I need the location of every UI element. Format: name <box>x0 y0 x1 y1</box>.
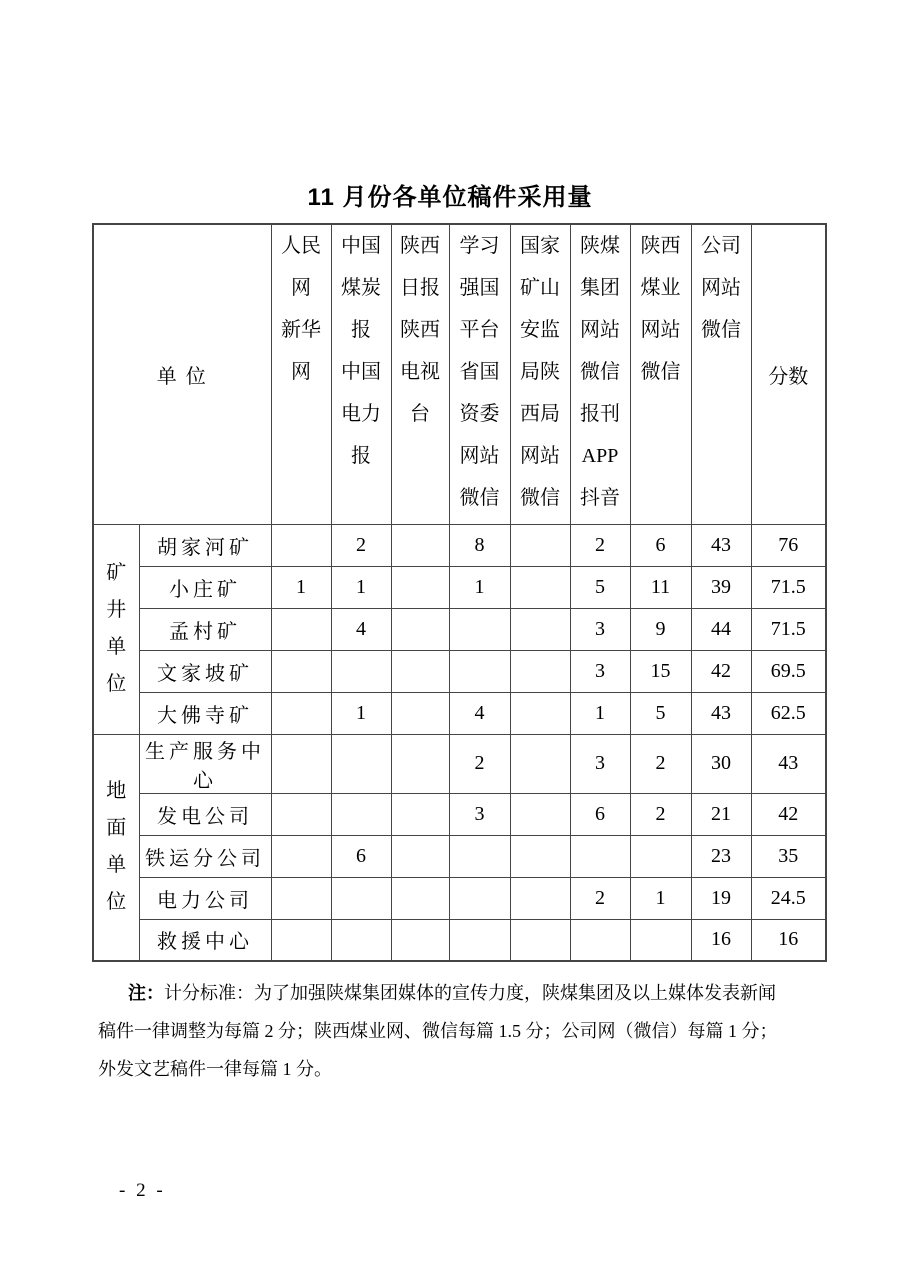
value-cell: 1 <box>630 877 691 919</box>
value-cell <box>271 734 331 793</box>
value-cell <box>510 734 570 793</box>
column-header-media-3 <box>391 224 449 524</box>
unit-name-cell: 发电公司 <box>139 793 271 835</box>
column-header-line: 电视 <box>400 361 440 383</box>
value-cell: 1 <box>271 566 331 608</box>
value-cell <box>570 919 630 961</box>
column-header-line: 微信 <box>640 361 681 383</box>
value-cell: 3 <box>570 608 630 650</box>
value-cell <box>391 793 449 835</box>
column-header-line: 煤炭 <box>341 277 381 299</box>
column-header-line: 网 <box>291 277 311 299</box>
value-cell: 5 <box>630 692 691 734</box>
value-cell <box>271 793 331 835</box>
value-cell: 21 <box>691 793 751 835</box>
value-cell <box>630 835 691 877</box>
value-cell: 6 <box>630 524 691 566</box>
value-cell <box>271 692 331 734</box>
value-cell: 44 <box>691 608 751 650</box>
value-cell <box>391 734 449 793</box>
value-cell: 23 <box>691 835 751 877</box>
column-header-line: 局陕 <box>520 361 560 383</box>
value-cell: 4 <box>331 608 391 650</box>
column-header-line: 西局 <box>520 403 560 425</box>
unit-name-cell: 救援中心 <box>139 919 271 961</box>
value-cell <box>510 608 570 650</box>
value-cell <box>271 524 331 566</box>
value-cell: 5 <box>570 566 630 608</box>
group-label-char: 单 <box>106 636 127 658</box>
column-header-line: 公司 <box>701 235 741 257</box>
column-header-line: 网站 <box>701 277 741 299</box>
table-body <box>93 524 826 961</box>
score-cell: 71.5 <box>751 566 826 608</box>
value-cell <box>391 566 449 608</box>
column-header-line: 平台 <box>459 319 500 341</box>
value-cell: 39 <box>691 566 751 608</box>
score-cell: 35 <box>751 835 826 877</box>
value-cell <box>271 877 331 919</box>
note-label: 注： <box>128 983 164 1003</box>
value-cell: 4 <box>449 692 510 734</box>
note-line-1 <box>98 974 810 1012</box>
value-cell <box>331 650 391 692</box>
page-number: - 2 - <box>119 1180 166 1201</box>
score-column-header: 分数 <box>751 224 826 524</box>
column-header-line: 抖音 <box>580 487 620 509</box>
unit-name-cell: 铁运分公司 <box>139 835 271 877</box>
score-cell: 42 <box>751 793 826 835</box>
value-cell <box>510 650 570 692</box>
value-cell: 3 <box>570 650 630 692</box>
group-label-char: 井 <box>106 599 127 621</box>
value-cell: 6 <box>331 835 391 877</box>
value-cell <box>630 919 691 961</box>
group-label-char: 地 <box>106 780 127 803</box>
column-header-media-7 <box>630 224 691 524</box>
column-header-line: 安监 <box>520 319 560 341</box>
table-header-row <box>93 224 826 524</box>
table-row <box>93 650 826 692</box>
table-row <box>93 734 826 793</box>
column-header-line: 矿山 <box>520 277 560 299</box>
value-cell <box>449 835 510 877</box>
value-cell <box>510 692 570 734</box>
scoring-note <box>98 974 810 1088</box>
value-cell <box>510 566 570 608</box>
unit-name-cell: 胡家河矿 <box>139 524 271 566</box>
submission-count-table <box>92 223 827 962</box>
note-line-3: 外发文艺稿件一律每篇 1 分。 <box>98 1059 332 1079</box>
column-header-line: 网站 <box>640 319 681 341</box>
value-cell: 19 <box>691 877 751 919</box>
group-label-char: 矿 <box>106 562 127 584</box>
group-label-1 <box>93 524 139 734</box>
column-header-line: 人民 <box>281 235 321 257</box>
value-cell: 3 <box>570 734 630 793</box>
column-header-line: 学习 <box>459 235 500 257</box>
column-header-media-2 <box>331 224 391 524</box>
score-cell: 43 <box>751 734 826 793</box>
value-cell: 11 <box>630 566 691 608</box>
value-cell: 30 <box>691 734 751 793</box>
value-cell <box>510 524 570 566</box>
column-header-media-8 <box>691 224 751 524</box>
column-header-line: 报 <box>351 319 371 341</box>
column-header-line: 网站 <box>520 445 560 467</box>
value-cell <box>570 835 630 877</box>
column-header-media-1 <box>271 224 331 524</box>
value-cell: 2 <box>570 524 630 566</box>
unit-name-cell: 生产服务中心 <box>139 734 271 793</box>
value-cell <box>391 650 449 692</box>
column-header-line: 新华 <box>281 319 321 341</box>
note-line-2: 稿件一律调整为每篇 2 分；陕西煤业网、微信每篇 1.5 分；公司网（微信）每篇 1 分； <box>98 1021 778 1041</box>
value-cell <box>449 650 510 692</box>
score-cell: 76 <box>751 524 826 566</box>
column-header-line: 电力 <box>341 403 381 425</box>
score-cell: 24.5 <box>751 877 826 919</box>
value-cell <box>510 835 570 877</box>
column-header-line: 国家 <box>520 235 560 257</box>
value-cell: 9 <box>630 608 691 650</box>
value-cell: 1 <box>449 566 510 608</box>
value-cell: 1 <box>331 566 391 608</box>
value-cell <box>391 877 449 919</box>
value-cell <box>449 919 510 961</box>
value-cell: 2 <box>570 877 630 919</box>
score-cell: 16 <box>751 919 826 961</box>
column-header-line: 微信 <box>580 361 620 383</box>
value-cell <box>510 919 570 961</box>
column-header-line: 陕西 <box>400 235 440 257</box>
unit-name-cell: 文家坡矿 <box>139 650 271 692</box>
column-header-line: 报 <box>351 445 371 467</box>
group-label-char: 面 <box>106 817 127 840</box>
value-cell: 2 <box>449 734 510 793</box>
column-header-line: 日报 <box>400 277 440 299</box>
column-header-line: 中国 <box>341 235 381 257</box>
table-row <box>93 524 826 566</box>
value-cell <box>391 608 449 650</box>
value-cell <box>391 919 449 961</box>
value-cell <box>510 877 570 919</box>
table-row <box>93 877 826 919</box>
column-header-line: 强国 <box>459 277 500 299</box>
column-header-media-5 <box>510 224 570 524</box>
value-cell <box>449 877 510 919</box>
group-label-char: 单 <box>106 854 127 877</box>
unit-name-cell: 电力公司 <box>139 877 271 919</box>
value-cell <box>391 524 449 566</box>
value-cell: 2 <box>630 734 691 793</box>
score-cell: 69.5 <box>751 650 826 692</box>
column-header-line: 微信 <box>701 319 741 341</box>
value-cell: 1 <box>570 692 630 734</box>
value-cell <box>331 877 391 919</box>
column-header-line: 台 <box>410 403 430 425</box>
column-header-line: 中国 <box>341 361 381 383</box>
value-cell <box>391 692 449 734</box>
table-row <box>93 608 826 650</box>
column-header-line: APP <box>581 445 619 467</box>
table-row <box>93 566 826 608</box>
score-cell: 62.5 <box>751 692 826 734</box>
value-cell: 8 <box>449 524 510 566</box>
column-header-line: 集团 <box>580 277 620 299</box>
column-header-media-6 <box>570 224 630 524</box>
column-header-line: 资委 <box>459 403 500 425</box>
value-cell: 6 <box>570 793 630 835</box>
value-cell: 2 <box>630 793 691 835</box>
column-header-line: 微信 <box>520 487 560 509</box>
value-cell: 2 <box>331 524 391 566</box>
group-label-2 <box>93 734 139 961</box>
value-cell <box>271 608 331 650</box>
unit-name-cell: 孟村矿 <box>139 608 271 650</box>
column-header-line: 网 <box>291 361 311 383</box>
value-cell: 42 <box>691 650 751 692</box>
table-row <box>93 919 826 961</box>
value-cell <box>271 919 331 961</box>
value-cell: 43 <box>691 524 751 566</box>
column-header-line: 网站 <box>580 319 620 341</box>
value-cell <box>271 650 331 692</box>
table-header <box>93 224 826 524</box>
score-cell: 71.5 <box>751 608 826 650</box>
value-cell: 16 <box>691 919 751 961</box>
value-cell <box>331 919 391 961</box>
unit-column-header: 单 位 <box>93 224 271 524</box>
value-cell <box>391 835 449 877</box>
column-header-line: 煤业 <box>640 277 681 299</box>
unit-name-cell: 小庄矿 <box>139 566 271 608</box>
column-header-media-4 <box>449 224 510 524</box>
column-header-line: 省国 <box>459 361 500 383</box>
group-label-char: 位 <box>106 673 127 695</box>
value-cell: 3 <box>449 793 510 835</box>
value-cell <box>271 835 331 877</box>
table-row <box>93 793 826 835</box>
page-title: 11 月份各单位稿件采用量 <box>307 184 593 211</box>
column-header-line: 陕西 <box>400 319 440 341</box>
unit-name-cell: 大佛寺矿 <box>139 692 271 734</box>
column-header-line: 微信 <box>459 487 500 509</box>
column-header-line: 陕西 <box>640 235 681 257</box>
value-cell <box>449 608 510 650</box>
column-header-line: 报刊 <box>580 403 620 425</box>
value-cell <box>510 793 570 835</box>
value-cell <box>331 734 391 793</box>
table-row <box>93 835 826 877</box>
column-header-line: 网站 <box>459 445 500 467</box>
note-line-1-text: 计分标准：为了加强陕煤集团媒体的宣传力度，陕煤集团及以上媒体发表新闻 <box>164 983 776 1003</box>
value-cell: 1 <box>331 692 391 734</box>
value-cell: 15 <box>630 650 691 692</box>
table-row <box>93 692 826 734</box>
column-header-line: 陕煤 <box>580 235 620 257</box>
group-label-char: 位 <box>106 891 127 914</box>
value-cell <box>331 793 391 835</box>
value-cell: 43 <box>691 692 751 734</box>
